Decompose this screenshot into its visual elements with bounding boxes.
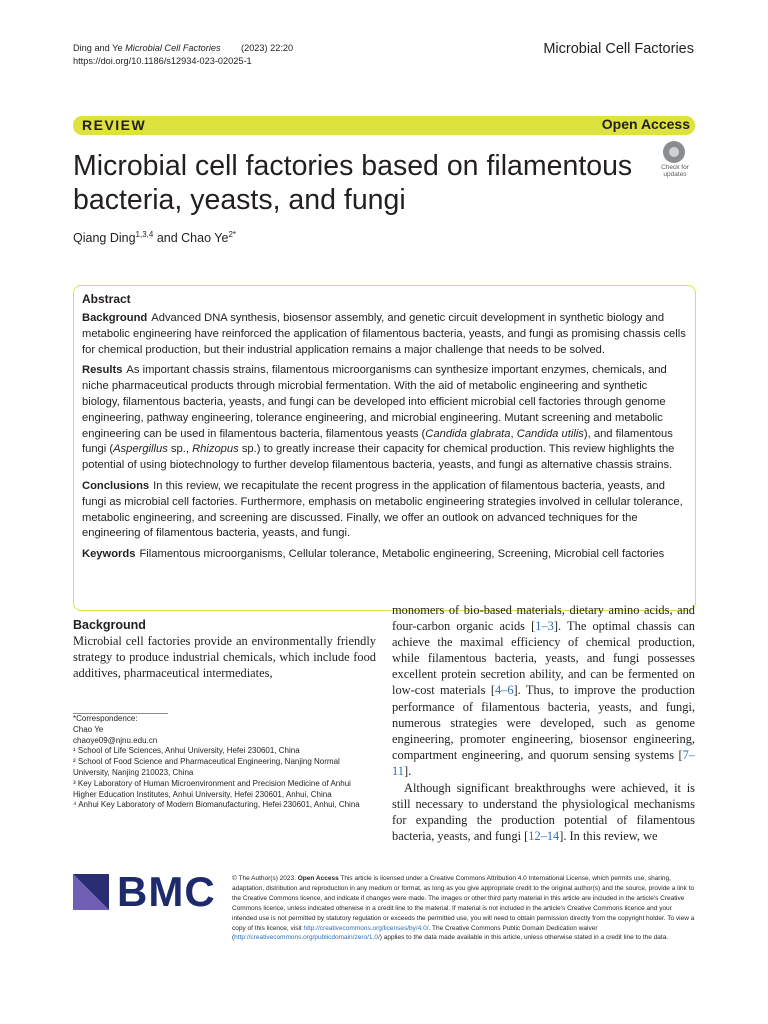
footnotes [73,714,363,811]
article-type-label: REVIEW [82,117,147,133]
license-link[interactable]: http://creativecommons.org/licenses/by/4.0/ [303,924,429,932]
check-updates-line2: updates [663,171,687,178]
p2-text-a: Although significant breakthroughs were achieved, it is still necessary to understand the physiological mechanisms for expanding the production potential of filamentous bacteria, yeasts, and fungi [ [392,781,695,844]
open-access-label: Open Access [601,116,690,132]
license-text-1: © The Author(s) 2023. [232,875,298,882]
p2-text-b: ]. In this review, we [559,829,658,844]
section-heading-background: Background [73,618,146,632]
abstract-keywords-label: Keywords [82,548,136,561]
author-conjunction: and [153,231,182,246]
affiliation-4: ⁴ Anhui Key Laboratory of Modern Biomanufacturing, Hefei 230601, Anhui, China [73,800,360,810]
citation-link[interactable]: 12–14 [528,829,560,844]
header-authors: Ding and Ye [73,43,123,53]
check-for-updates-button[interactable] [655,141,695,181]
abstract-conclusions [82,479,687,542]
author-list [73,230,236,245]
publisher-logo [73,868,216,915]
license-text-4: ) applies to the data made available in this article, unless otherwise stated in a credit line to the data. [379,934,669,942]
public-domain-link[interactable]: http://creativecommons.org/publicdomain/zero/1.0/ [234,934,380,942]
check-updates-line1: Check for [661,164,689,171]
abstract-conclusions-label: Conclusions [82,479,150,492]
running-header [73,42,293,68]
results-text-3: ), and filamentous fungi ( [82,427,673,456]
check-updates-icon [663,141,685,163]
citation-link[interactable]: 4–6 [494,683,514,698]
p1-text-c: ]. Thus, to improve the production performance of filamentous bacteria, yeasts, and fungi, numerous strategies were developed, such as genome engineering, promoter engineering, biosensor engineering, compartment engineering, and quorum sensing systems [ [392,683,696,762]
affiliation-3: ³ Key Laboratory of Human Microenvironment and Precision Medicine of Anhui Higher Education Institutes, Anhui University, Hefei 230601, Anhui, China [73,778,351,799]
results-text-5: sp.) to greatly increase their capacity for chemical production. This review highlights the potential of using biotechnology to further develop filamentous bacteria, yeasts, and fungi as alternative chassis strains. [82,443,675,472]
license-open-access: Open Access [297,875,339,882]
article-type-band [73,116,695,135]
results-text-1: As important chassis strains, filamentous microorganisms can synthesize important enzymes, chemicals, and niche pharmaceutical products through microbial fermentation. With the aid of metabolic engineering and synthetic biology, filamentous bacteria, yeasts, and fungi can be developed into efficient microbial cell factories through genome engineering, pathway engineering, tolerance engineering, and microbial engineering. Mutant screening and metabolic engineering can be used in filamentous bacteria, filamentous yeasts ( [82,364,667,440]
results-text-4: sp., [167,443,193,456]
results-species-1: Candida glabrata [425,427,511,440]
header-year-volume: (2023) 22:20 [241,43,294,53]
results-genus-2: Rhizopus [192,443,239,456]
abstract-keywords [82,547,687,563]
abstract-results [82,363,687,474]
body-paragraph-1 [392,602,695,779]
results-genus-1: Aspergillus [113,443,168,456]
correspondence-name: Chao Ye [73,724,104,734]
publisher-logo-text: BMC [117,868,216,915]
author-1-affil: 1,3,4 [135,230,154,239]
affiliation-2: ² School of Food Science and Pharmaceutical Engineering, Nanjing Normal University, Nanjing 210023, China [73,757,340,777]
results-species-2: Candida utilis [516,427,584,440]
abstract-box [73,285,696,611]
abstract-keywords-text: Filamentous microorganisms, Cellular tolerance, Metabolic engineering, Screening, Microbial cell factories [139,548,665,561]
abstract-results-label: Results [82,364,123,377]
journal-name: Microbial Cell Factories [543,41,694,57]
correspondence-label: *Correspondence: [73,714,138,723]
abstract-conclusions-text: In this review, we recapitulate the recent progress in the application of filamentous bacteria, yeasts, and fungi as microbial cell factories. Furthermore, emphasis on metabolic engineering strategies involved in cellular tolerance, metabolic engineering, and screening are discussed. Finally, we offer an outlook on advanced techniques for the engineering of filamentous bacteria, yeasts, and fungi. [82,479,683,540]
abstract-heading: Abstract [82,292,131,306]
abstract-background [82,311,687,358]
doi-link[interactable]: https://doi.org/10.1186/s12934-023-02025-1 [73,56,252,66]
abstract-background-text: Advanced DNA synthesis, biosensor assembly, and genetic circuit development in synthetic biology and metabolic engineering have reinforced the application of filamentous bacteria, yeasts, and fungi as promising chassis cells for chemical production, but their industrial application remains a major challenge that needs to be solved. [82,312,686,356]
citation-link[interactable]: 1–3 [535,619,554,634]
background-paragraph: Microbial cell factories provide an environmentally friendly strategy to produce industrial chemicals, which include food additives, pharmaceutical intermediates, [73,634,376,681]
article-title: Microbial cell factories based on filamentous bacteria, yeasts, and fungi [73,150,633,216]
right-column [392,602,695,844]
body-paragraph-2 [392,780,695,844]
author-2-affil: 2* [228,230,236,239]
abstract-background-label: Background [82,312,148,324]
p1-text-a: monomers of bio-based materials, dietary amino acids, and four-carbon organic acids [ [392,603,695,634]
bmc-mark-icon [73,874,109,910]
license-text-3: . The Creative Commons Public Domain Dedication waiver ( [232,924,598,942]
p1-text-d: ]. [403,763,412,778]
left-column [73,618,376,681]
header-journal: Microbial Cell Factories [125,43,221,53]
correspondence-email[interactable]: chaoye09@njnu.edu.cn [73,735,158,745]
citation-line [73,42,293,55]
citation-link[interactable]: 7–11 [392,747,695,778]
author-1[interactable]: Qiang Ding [73,231,136,246]
p1-text-b: ]. The optimal chassis can achieve the maximal efficiency of chemical production, while filamentous bacteria, yeasts, and fungi possesses excellent protein secretion ability, and can be fermented on low-cost materials [ [392,619,695,698]
license-statement [232,874,695,943]
results-text-2: , [510,427,517,440]
author-2[interactable]: Chao Ye [181,231,229,246]
license-text-2: This article is licensed under a Creative Commons Attribution 4.0 International License, which permits use, sharing, adaptation, distribution and reproduction in any medium or format, as long as you give appropriate credit to the original author(s) and the source, provide a link to the Creative Commons licence, and indicate if changes were made. The images or other third party material in this article are included in the article's Creative Commons licence, unless indicated otherwise in a credit line to the material. If material is not included in the article's Creative Commons licence and your intended use is not permitted by statutory regulation or exceeds the permitted use, you will need to obtain permission directly from the copyright holder. To view a copy of this licence, visit [232,875,695,932]
affiliation-1: ¹ School of Life Sciences, Anhui University, Hefei 230601, China [73,746,300,756]
